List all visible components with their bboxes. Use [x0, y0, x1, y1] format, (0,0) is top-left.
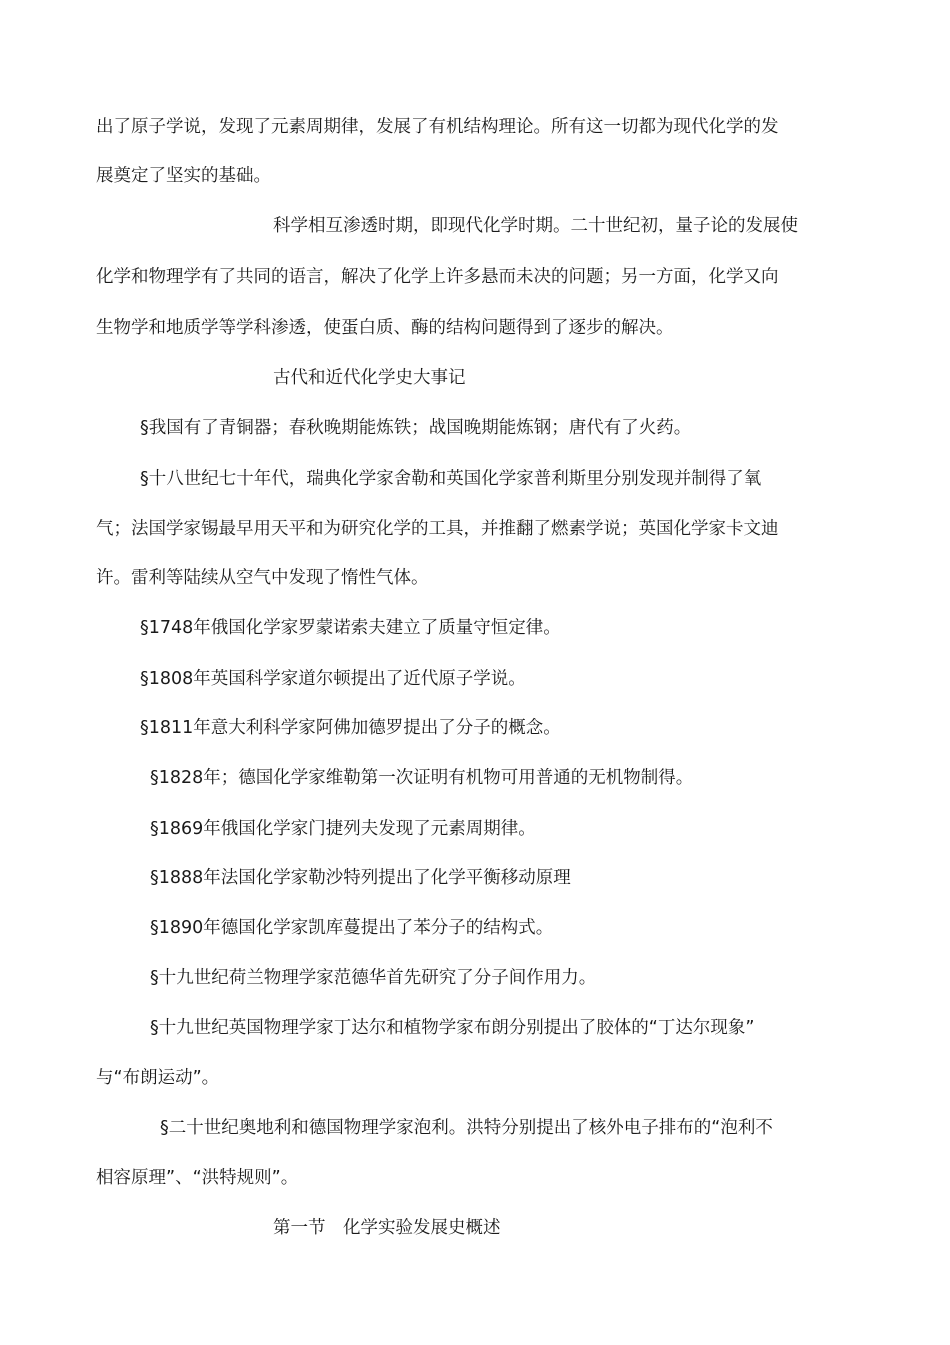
- event-item-continuation: 相容原理”、“洪特规则”。: [96, 1168, 299, 1188]
- event-item: §十九世纪荷兰物理学家范德华首先研究了分子间作用力。: [150, 968, 597, 988]
- paragraph-line: 科学相互渗透时期，即现代化学时期。二十世纪初，量子论的发展使: [273, 216, 798, 236]
- event-item: §1828年；德国化学家维勒第一次证明有机物可用普通的无机物制得。: [150, 768, 694, 788]
- paragraph-line: 出了原子学说，发现了元素周期律，发展了有机结构理论。所有这一切都为现代化学的发: [96, 117, 779, 137]
- paragraph-line: 展奠定了坚实的基础。: [96, 166, 271, 186]
- event-item: §1808年英国科学家道尔顿提出了近代原子学说。: [140, 669, 526, 689]
- event-item: §1888年法国化学家勒沙特列提出了化学平衡移动原理: [150, 868, 571, 888]
- paragraph-line: 化学和物理学有了共同的语言，解决了化学上许多悬而未决的问题；另一方面，化学又向: [96, 267, 779, 287]
- section-heading: 第一节 化学实验发展史概述: [273, 1218, 501, 1238]
- event-item: §1811年意大利科学家阿佛加德罗提出了分子的概念。: [140, 718, 561, 738]
- event-item: §十九世纪英国物理学家丁达尔和植物学家布朗分别提出了胶体的“丁达尔现象”: [150, 1018, 755, 1038]
- event-item: §我国有了青铜器；春秋晚期能炼铁；战国晚期能炼钢；唐代有了火药。: [140, 418, 692, 438]
- event-item-continuation: 许。雷利等陆续从空气中发现了惰性气体。: [96, 568, 429, 588]
- event-item-continuation: 气；法国学家锡最早用天平和为研究化学的工具，并推翻了燃素学说；英国化学家卡文迪: [96, 519, 779, 539]
- event-item: §十八世纪七十年代，瑞典化学家舍勒和英国化学家普利斯里分别发现并制得了氧: [140, 469, 762, 489]
- event-item: §1748年俄国化学家罗蒙诺索夫建立了质量守恒定律。: [140, 618, 561, 638]
- event-item: §二十世纪奥地利和德国物理学家泡利。洪特分别提出了核外电子排布的“泡利不: [160, 1118, 773, 1138]
- event-item-continuation: 与“布朗运动”。: [96, 1068, 220, 1088]
- event-item: §1869年俄国化学家门捷列夫发现了元素周期律。: [150, 819, 536, 839]
- paragraph-line: 生物学和地质学等学科渗透，使蛋白质、酶的结构问题得到了逐步的解决。: [96, 318, 674, 338]
- event-item: §1890年德国化学家凯库蔓提出了苯分子的结构式。: [150, 918, 554, 938]
- section-heading: 古代和近代化学史大事记: [273, 368, 466, 388]
